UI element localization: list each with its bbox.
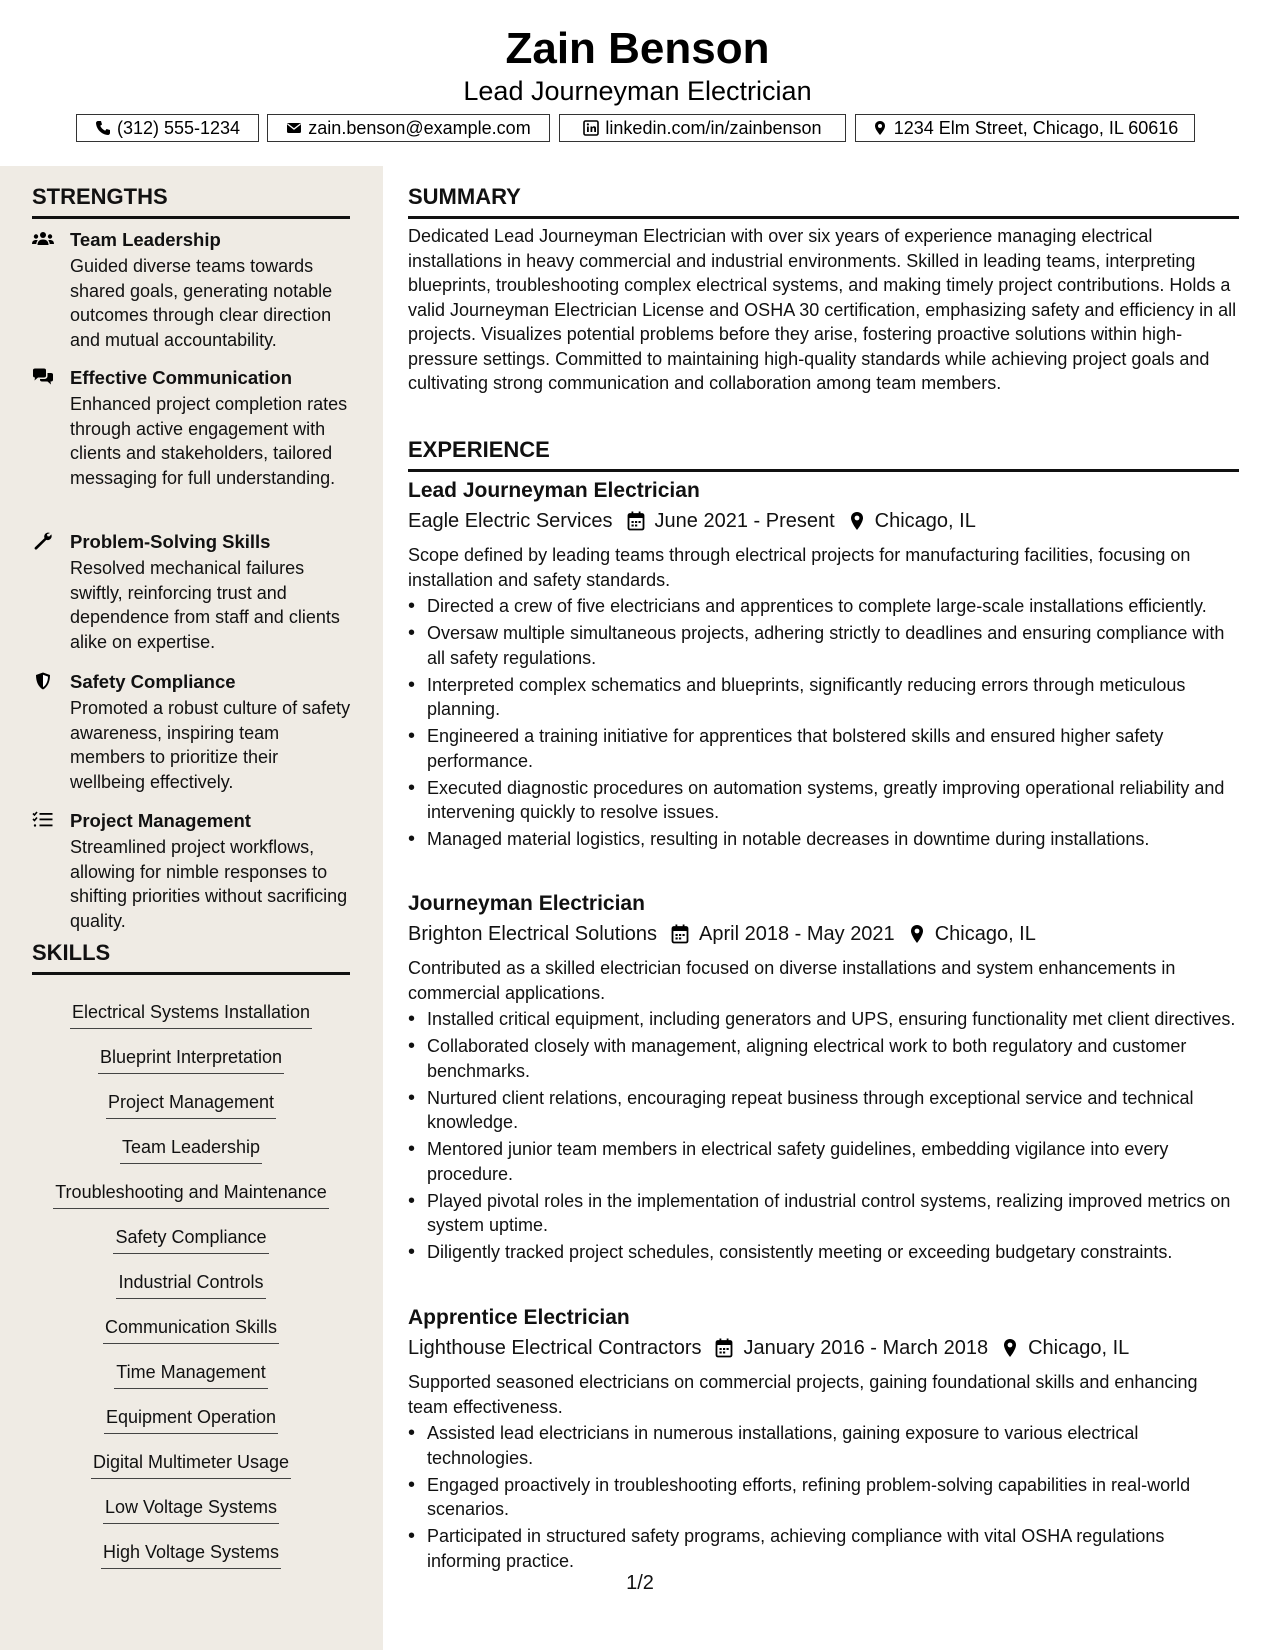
strength-desc: Enhanced project completion rates through active engagement with clients and stakeholders, tailored messaging for full understanding.	[70, 394, 348, 488]
phone-icon	[95, 120, 111, 136]
strength-title: Problem-Solving Skills	[70, 531, 271, 552]
job-bullets	[408, 1421, 1239, 1576]
candidate-name: Zain Benson	[505, 24, 770, 73]
skill-label: Industrial Controls	[116, 1270, 265, 1299]
strength-title: Project Management	[70, 810, 251, 831]
chat-bubbles-icon	[32, 368, 56, 388]
skills-heading: SKILLS	[32, 940, 350, 975]
skill-item	[32, 1450, 350, 1479]
skill-item	[32, 1045, 350, 1074]
task-list-icon	[32, 811, 56, 831]
skill-label: Time Management	[114, 1360, 267, 1389]
skill-item	[32, 1495, 350, 1524]
strength-title: Safety Compliance	[70, 671, 236, 692]
contact-linkedin[interactable]	[559, 114, 846, 142]
job-company: Lighthouse Electrical Contractors	[408, 1336, 702, 1359]
shield-icon	[32, 672, 56, 692]
skill-item	[32, 1090, 350, 1119]
job-meta	[408, 1334, 1129, 1362]
contact-bar	[0, 114, 1275, 144]
envelope-icon	[286, 120, 302, 136]
summary-heading: SUMMARY	[408, 184, 1239, 219]
experience-heading: EXPERIENCE	[408, 437, 1239, 472]
strengths-heading: STRENGTHS	[32, 184, 350, 219]
bullet-item: • Nurtured client relations, encouraging repeat business through exceptional service and technical knowledge.	[408, 1086, 1239, 1135]
skill-label: High Voltage Systems	[101, 1540, 281, 1569]
strength-desc: Streamlined project workflows, allowing for nimble responses to shifting priorities without sacrificing quality.	[70, 837, 348, 931]
skill-label: Equipment Operation	[104, 1405, 278, 1434]
skill-item	[32, 1135, 350, 1164]
map-pin-icon	[909, 924, 925, 944]
map-pin-icon	[1002, 1338, 1018, 1358]
contact-phone[interactable]	[76, 114, 259, 142]
calendar-icon	[627, 511, 645, 531]
skill-item	[32, 1540, 350, 1569]
map-pin-icon	[872, 120, 888, 136]
skill-label: Blueprint Interpretation	[98, 1045, 284, 1074]
job-dates: April 2018 - May 2021	[699, 922, 895, 945]
job-title: Apprentice Electrician	[408, 1306, 630, 1329]
users-icon	[32, 230, 56, 250]
summary-text: Dedicated Lead Journeyman Electrician with over six years of experience managing electrical installations in heavy commercial and industrial environments. Skilled in leading teams, interpreting blueprints, troubleshooting complex electrical systems, and making timely project contributions. Holds a valid Journeyman Electrician License and OSHA 30 certification, emphasizing safety and efficiency in all projects. Visualizes potential problems before they arise, fostering proactive solutions within high-pressure settings. Committed to maintaining high-quality standards while achieving project goals and cultivating strong communication and collaboration among team members.	[408, 226, 1237, 393]
strength-title: Team Leadership	[70, 229, 221, 250]
bullet-item: • Played pivotal roles in the implementation of industrial control systems, realizing improved metrics on system uptime.	[408, 1189, 1239, 1238]
skill-item	[32, 1315, 350, 1344]
job-dates: June 2021 - Present	[654, 509, 835, 532]
bullet-item: • Engaged proactively in troubleshooting efforts, refining problem-solving capabilities in real-world scenarios.	[408, 1473, 1239, 1522]
job-bullets	[408, 1007, 1239, 1267]
bullet-item: • Interpreted complex schematics and blueprints, significantly reducing errors through meticulous planning.	[408, 673, 1239, 722]
contact-phone-text: (312) 555-1234	[116, 117, 241, 138]
job-scope: Scope defined by leading teams through electrical projects for manufacturing facilities, focusing on installation and safety standards.	[408, 545, 1191, 590]
bullet-item: • Mentored junior team members in electrical safety guidelines, embedding vigilance into every procedure.	[408, 1137, 1239, 1186]
job-scope: Contributed as a skilled electrician focused on diverse installations and system enhancements in commercial applications.	[408, 958, 1176, 1003]
page-number: 1/2	[626, 1572, 654, 1594]
skill-item	[32, 1225, 350, 1254]
skill-label: Troubleshooting and Maintenance	[53, 1180, 329, 1209]
linkedin-icon	[583, 120, 599, 136]
skill-item	[32, 1360, 350, 1389]
bullet-item: • Managed material logistics, resulting in notable decreases in downtime during installations.	[408, 827, 1239, 852]
job-meta	[408, 920, 1036, 948]
contact-address-text: 1234 Elm Street, Chicago, IL 60616	[893, 117, 1179, 138]
map-pin-icon	[849, 511, 865, 531]
job-dates: January 2016 - March 2018	[743, 1336, 989, 1359]
bullet-item: • Engineered a training initiative for apprentices that bolstered skills and ensured higher safety performance.	[408, 724, 1239, 773]
bullet-item: • Collaborated closely with management, aligning electrical work to both regulatory and customer benchmarks.	[408, 1034, 1239, 1083]
calendar-icon	[715, 1338, 733, 1358]
job-company: Brighton Electrical Solutions	[408, 922, 658, 945]
job-meta	[408, 507, 976, 535]
strength-desc: Resolved mechanical failures swiftly, reinforcing trust and dependence from staff and clients alike on expertise.	[70, 558, 340, 652]
skill-item	[32, 1405, 350, 1434]
skill-label: Low Voltage Systems	[103, 1495, 279, 1524]
calendar-icon	[671, 924, 689, 944]
strength-title: Effective Communication	[70, 367, 293, 388]
contact-email-text: zain.benson@example.com	[308, 117, 531, 138]
contact-address[interactable]	[855, 114, 1195, 142]
job-location: Chicago, IL	[934, 922, 1036, 945]
sidebar	[0, 166, 383, 1650]
bullet-item: • Assisted lead electricians in numerous installations, gaining exposure to various electrical technologies.	[408, 1421, 1239, 1470]
contact-email[interactable]	[267, 114, 550, 142]
bullet-item: • Directed a crew of five electricians and apprentices to complete large-scale installations efficiently.	[408, 594, 1239, 619]
job-location: Chicago, IL	[874, 509, 976, 532]
job-scope: Supported seasoned electricians on commercial projects, gaining foundational skills and enhancing team effectiveness.	[408, 1372, 1198, 1417]
strength-desc: Promoted a robust culture of safety awareness, inspiring team members to prioritize their wellbeing effectively.	[70, 698, 351, 792]
strength-desc: Guided diverse teams towards shared goals, generating notable outcomes through clear direction and mutual accountability.	[70, 256, 333, 350]
skill-label: Electrical Systems Installation	[70, 1000, 312, 1029]
job-company: Eagle Electric Services	[408, 509, 613, 532]
job-bullets	[408, 594, 1239, 854]
contact-linkedin-text: linkedin.com/in/zainbenson	[605, 117, 822, 138]
job-location: Chicago, IL	[1028, 1336, 1130, 1359]
skill-label: Safety Compliance	[113, 1225, 268, 1254]
job-headline: Lead Journeyman Electrician	[463, 76, 812, 106]
skill-label: Communication Skills	[103, 1315, 279, 1344]
skill-label: Digital Multimeter Usage	[91, 1450, 291, 1479]
skill-item	[32, 1000, 350, 1029]
job-title: Journeyman Electrician	[408, 892, 645, 915]
wrench-icon	[32, 532, 56, 552]
skill-item	[32, 1180, 350, 1209]
job-title: Lead Journeyman Electrician	[408, 479, 700, 502]
bullet-item: • Executed diagnostic procedures on automation systems, greatly improving operational reliability and intervening quickly to resolve issues.	[408, 776, 1239, 825]
skill-item	[32, 1270, 350, 1299]
bullet-item: • Oversaw multiple simultaneous projects, adhering strictly to deadlines and ensuring compliance with all safety regulations.	[408, 621, 1239, 670]
bullet-item: • Diligently tracked project schedules, consistently meeting or exceeding budgetary constraints.	[408, 1240, 1239, 1265]
skill-label: Project Management	[106, 1090, 276, 1119]
bullet-item: • Participated in structured safety programs, achieving compliance with vital OSHA regulations informing practice.	[408, 1524, 1239, 1573]
bullet-item: • Installed critical equipment, including generators and UPS, ensuring functionality met client directives.	[408, 1007, 1239, 1032]
skill-label: Team Leadership	[120, 1135, 262, 1164]
